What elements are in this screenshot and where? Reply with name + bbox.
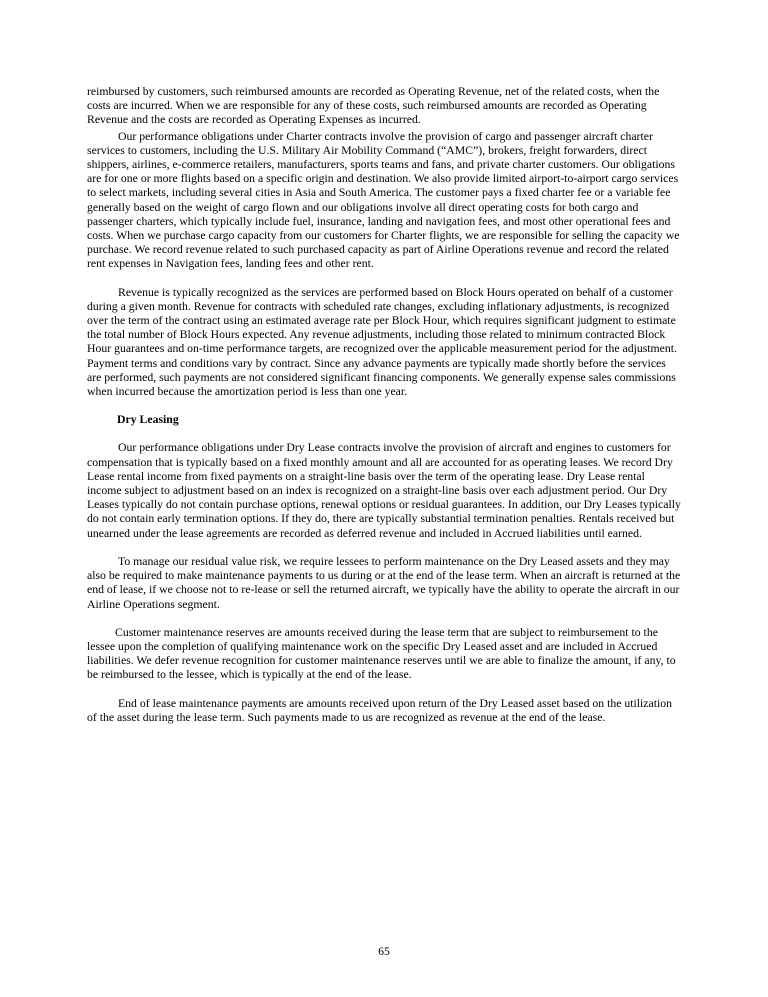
paragraph-maintenance-reserves: Customer maintenance reserves are amounts received during the lease term that are subject to reimbursement to the lessee upon the completion of qualifying maintenance work on the specific Dry Leased asset and are included in Accrued liabilities. We defer revenue recognition for customer maintenance reserves until we are able to finalize the amount, if any, to be reimbursed to the lessee, which is typically at the end of the lease. xyxy=(87,625,676,682)
paragraph-charter-obligations: Our performance obligations under Charter contracts involve the provision of cargo and passenger aircraft charter services to customers, including the U.S. Military Air Mobility Command (“AMC”), brokers, freight forwarders, direct shippers, airlines, e-commerce retailers, manufacturers, sports teams and fans, and private charter customers. Our obligations are for one or more flights based on a specific origin and destination. We also provide limited airport-to-airport cargo services to select markets, including several cities in Asia and South America. The customer pays a fixed charter fee or a variable fee generally based on the weight of cargo flown and our obligations involve all direct operating costs for both cargo and passenger charters, which typically include fuel, insurance, landing and navigation fees, and most other operational fees and costs. When we purchase cargo capacity from our customers for Charter flights, we are responsible for selling the capacity we purchase. We record revenue related to such purchased capacity as part of Airline Operations revenue and record the related rent expenses in Navigation fees, landing fees and other rent. xyxy=(87,129,680,271)
paragraph-reimbursement: reimbursed by customers, such reimbursed amounts are recorded as Operating Revenue, net of the related costs, when the costs are incurred. When we are responsible for any of these costs, such reimbursed amounts are recorded as Operating Revenue and the costs are recorded as Operating Expenses as incurred. xyxy=(87,85,660,127)
section-heading-dry-leasing: Dry Leasing xyxy=(117,413,179,427)
page-number: 65 xyxy=(378,945,390,958)
paragraph-revenue-recognition: Revenue is typically recognized as the services are performed based on Block Hours operated on behalf of a customer during a given month. Revenue for contracts with scheduled rate changes, excluding inflationary adjustments, is recognized over the term of the contract using an estimated average rate per Block Hour, which requires significant judgment to estimate the total number of Block Hours expected. Any revenue adjustments, including those related to minimum contracted Block Hour guarantees and on-time performance targets, are recognized over the applicable measurement period for the adjustment. Payment terms and conditions vary by contract. Since any advance payments are typically made shortly before the services are performed, such payments are not considered significant financing components. We generally expense sales commissions when incurred because the amortization period is less than one year. xyxy=(87,285,677,399)
paragraph-end-of-lease-payments: End of lease maintenance payments are amounts received upon return of the Dry Leased asset based on the utilization of the asset during the lease term. Such payments made to us are recognized as revenue at the end of the lease. xyxy=(87,696,673,724)
paragraph-residual-value-risk: To manage our residual value risk, we require lessees to perform maintenance on the Dry Leased assets and they may also be required to make maintenance payments to us during or at the end of the lease term. When an aircraft is returned at the end of lease, if we choose not to re-lease or sell the returned aircraft, we typically have the ability to operate the aircraft in our Airline Operations segment. xyxy=(87,554,681,611)
document-body xyxy=(87,85,681,725)
paragraph-dry-lease-obligations: Our performance obligations under Dry Lease contracts involve the provision of aircraft and engines to customers for compensation that is typically based on a fixed monthly amount and all are accounted for as operating leases. We record Dry Lease rental income from fixed payments on a straight-line basis over the term of the operating lease. Dry Lease rental income subject to adjustment based on an index is recognized on a straight-line basis over each adjustment period. Our Dry Leases typically do not contain purchase options, renewal options or residual guarantees. In addition, our Dry Leases typically do not contain early termination options. If they do, there are typically substantial termination penalties. Rentals received but unearned under the lease agreements are recorded as deferred revenue and included in Accrued liabilities until earned. xyxy=(87,441,681,540)
